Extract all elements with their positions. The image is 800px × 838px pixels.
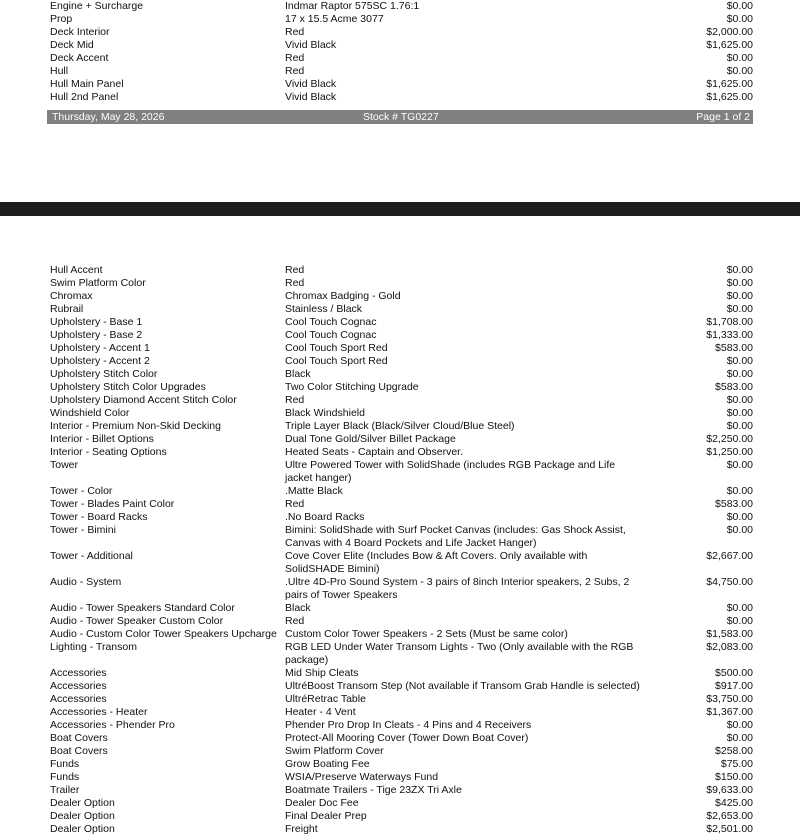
option-label: Boat Covers (50, 745, 108, 757)
option-label: Tower (50, 459, 79, 471)
option-label: Boat Covers (50, 732, 108, 744)
option-description: Red (285, 394, 305, 406)
option-description: Indmar Raptor 575SC 1.76:1 (285, 0, 420, 12)
option-row (50, 667, 753, 680)
option-price: $917.00 (715, 680, 753, 692)
option-description: Cool Touch Sport Red (285, 342, 388, 354)
option-description: Two Color Stitching Upgrade (285, 381, 419, 393)
option-price: $0.00 (726, 407, 753, 419)
option-price: $150.00 (715, 771, 753, 783)
option-price: $0.00 (726, 355, 753, 367)
option-label: Upholstery - Base 2 (50, 329, 143, 341)
option-row (50, 65, 753, 78)
option-price: $3,750.00 (706, 693, 753, 705)
option-price: $583.00 (715, 498, 753, 510)
option-description: RGB LED Under Water Transom Lights - Two (Only available with the RGB package) (285, 641, 634, 666)
option-label: Hull Accent (50, 264, 103, 276)
page-footer-bar (47, 110, 753, 124)
option-label: Funds (50, 758, 80, 770)
option-label: Trailer (50, 784, 80, 796)
option-label: Hull 2nd Panel (50, 91, 119, 103)
option-price: $583.00 (715, 381, 753, 393)
option-price: $2,667.00 (706, 550, 753, 562)
footer-page-number: Page 1 of 2 (696, 111, 750, 123)
option-label: Accessories - Phender Pro (50, 719, 175, 731)
option-row (50, 732, 753, 745)
option-description: UltréRetrac Table (285, 693, 366, 705)
option-description: .Matte Black (285, 485, 343, 497)
option-row (50, 706, 753, 719)
option-description: Black (285, 368, 311, 380)
option-description: Cove Cover Elite (Includes Bow & Aft Covers. Only available with SolidSHADE Bimini) (285, 550, 588, 575)
option-price: $1,367.00 (706, 706, 753, 718)
option-label: Engine + Surcharge (50, 0, 144, 12)
option-description: Boatmate Trailers - Tige 23ZX Tri Axle (285, 784, 462, 796)
option-description: Dual Tone Gold/Silver Billet Package (285, 433, 456, 445)
option-price: $1,625.00 (706, 78, 753, 90)
option-row (50, 316, 753, 329)
option-price: $0.00 (726, 524, 753, 536)
option-label: Tower - Board Racks (50, 511, 148, 523)
option-row (50, 602, 753, 615)
option-label: Chromax (50, 290, 93, 302)
option-label: Accessories (50, 693, 107, 705)
option-price: $0.00 (726, 420, 753, 432)
option-label: Interior - Premium Non-Skid Decking (50, 420, 221, 432)
option-description: Vivid Black (285, 91, 337, 103)
option-price: $0.00 (726, 13, 753, 25)
option-row (50, 719, 753, 732)
option-label: Hull (50, 65, 69, 77)
option-description: Cool Touch Cognac (285, 329, 377, 341)
option-label: Funds (50, 771, 80, 783)
option-price: $2,653.00 (706, 810, 753, 822)
option-price: $1,333.00 (706, 329, 753, 341)
option-description: Swim Platform Cover (285, 745, 384, 757)
option-description: Heater - 4 Vent (285, 706, 356, 718)
option-label: Audio - Tower Speaker Custom Color (50, 615, 224, 627)
option-price: $0.00 (726, 394, 753, 406)
option-description: 17 x 15.5 Acme 3077 (285, 13, 384, 25)
option-row (50, 758, 753, 771)
option-description: Ultre Powered Tower with SolidShade (includes RGB Package and Life jacket hanger) (285, 459, 616, 484)
option-price: $0.00 (726, 485, 753, 497)
option-label: Swim Platform Color (50, 277, 146, 289)
option-label: Tower - Bimini (50, 524, 116, 536)
option-label: Upholstery Stitch Color (50, 368, 158, 380)
page2-option-list (50, 264, 753, 836)
option-label: Dealer Option (50, 797, 115, 809)
option-label: Tower - Color (50, 485, 113, 497)
option-description: Phender Pro Drop In Cleats - 4 Pins and 4 Receivers (285, 719, 532, 731)
option-price: $0.00 (726, 277, 753, 289)
option-label: Interior - Seating Options (50, 446, 167, 458)
option-description: UltréBoost Transom Step (Not available if Transom Grab Handle is selected) (285, 680, 640, 692)
option-label: Upholstery Stitch Color Upgrades (50, 381, 206, 393)
option-row (50, 26, 753, 39)
option-label: Accessories (50, 667, 107, 679)
option-price: $0.00 (726, 719, 753, 731)
option-row (50, 342, 753, 355)
option-description: Red (285, 52, 305, 64)
option-label: Upholstery - Accent 1 (50, 342, 150, 354)
option-row (50, 277, 753, 290)
option-row (50, 39, 753, 52)
option-price: $2,083.00 (706, 641, 753, 653)
option-row (50, 368, 753, 381)
option-price: $258.00 (715, 745, 753, 757)
option-description: Red (285, 26, 305, 38)
option-row (50, 394, 753, 407)
option-row (50, 745, 753, 758)
option-row (50, 615, 753, 628)
option-row (50, 433, 753, 446)
option-description: Red (285, 65, 305, 77)
option-description: Custom Color Tower Speakers - 2 Sets (Must be same color) (285, 628, 568, 640)
option-price: $0.00 (726, 303, 753, 315)
option-price: $2,000.00 (706, 26, 753, 38)
option-description: .No Board Racks (285, 511, 365, 523)
option-price: $75.00 (720, 758, 753, 770)
option-description: Stainless / Black (285, 303, 363, 315)
option-label: Dealer Option (50, 810, 115, 822)
option-description: Grow Boating Fee (285, 758, 370, 770)
option-description: Black Windshield (285, 407, 365, 419)
option-label: Upholstery - Base 1 (50, 316, 143, 328)
option-price: $9,633.00 (706, 784, 753, 796)
option-description: Final Dealer Prep (285, 810, 367, 822)
option-price: $2,250.00 (706, 433, 753, 445)
option-label: Tower - Blades Paint Color (50, 498, 175, 510)
option-price: $1,625.00 (706, 39, 753, 51)
option-description: Mid Ship Cleats (285, 667, 359, 679)
option-label: Deck Mid (50, 39, 94, 51)
option-label: Prop (50, 13, 73, 25)
option-label: Upholstery - Accent 2 (50, 355, 150, 367)
option-label: Tower - Additional (50, 550, 133, 562)
option-price: $1,583.00 (706, 628, 753, 640)
option-label: Audio - Custom Color Tower Speakers Upcharge (50, 628, 277, 640)
option-price: $0.00 (726, 290, 753, 302)
option-description: Dealer Doc Fee (285, 797, 359, 809)
option-price: $1,625.00 (706, 91, 753, 103)
option-price: $0.00 (726, 459, 753, 471)
option-price: $500.00 (715, 667, 753, 679)
option-label: Rubrail (50, 303, 84, 315)
option-label: Dealer Option (50, 823, 115, 835)
footer-stock-number: Stock # TG0227 (363, 111, 439, 123)
option-price: $583.00 (715, 342, 753, 354)
option-row (50, 810, 753, 823)
option-row (50, 0, 753, 13)
option-row (50, 329, 753, 342)
option-price: $4,750.00 (706, 576, 753, 588)
option-description: Red (285, 264, 305, 276)
option-price: $0.00 (726, 0, 753, 12)
option-description: Chromax Badging - Gold (285, 290, 401, 302)
option-label: Lighting - Transom (50, 641, 137, 653)
option-description: .Ultre 4D-Pro Sound System - 3 pairs of 8inch Interior speakers, 2 Subs, 2 pairs of Tower Speakers (285, 576, 630, 601)
option-price: $2,501.00 (706, 823, 753, 835)
option-row (50, 823, 753, 836)
option-row (50, 264, 753, 277)
option-row (50, 13, 753, 26)
option-row (50, 420, 753, 433)
option-price: $0.00 (726, 511, 753, 523)
option-row (50, 641, 753, 667)
option-label: Audio - System (50, 576, 122, 588)
option-description: Heated Seats - Captain and Observer. (285, 446, 464, 458)
option-row (50, 771, 753, 784)
option-row (50, 628, 753, 641)
page-separator (0, 202, 800, 216)
option-price: $0.00 (726, 732, 753, 744)
option-row (50, 91, 753, 104)
option-description: WSIA/Preserve Waterways Fund (285, 771, 439, 783)
option-price: $0.00 (726, 615, 753, 627)
option-description: Triple Layer Black (Black/Silver Cloud/Blue Steel) (285, 420, 515, 432)
option-label: Accessories (50, 680, 107, 692)
option-row (50, 576, 753, 602)
option-description: Red (285, 277, 305, 289)
option-price: $1,250.00 (706, 446, 753, 458)
option-price: $0.00 (726, 602, 753, 614)
option-row (50, 524, 753, 550)
option-description: Vivid Black (285, 39, 337, 51)
option-description: Black (285, 602, 311, 614)
option-description: Protect-All Mooring Cover (Tower Down Boat Cover) (285, 732, 529, 744)
option-label: Deck Interior (50, 26, 110, 38)
option-description: Cool Touch Cognac (285, 316, 377, 328)
option-label: Upholstery Diamond Accent Stitch Color (50, 394, 237, 406)
option-row (50, 381, 753, 394)
option-description: Red (285, 498, 305, 510)
option-row (50, 511, 753, 524)
option-price: $0.00 (726, 264, 753, 276)
option-label: Audio - Tower Speakers Standard Color (50, 602, 235, 614)
option-row (50, 355, 753, 368)
option-price: $0.00 (726, 368, 753, 380)
option-price: $1,708.00 (706, 316, 753, 328)
option-row (50, 303, 753, 316)
option-price: $425.00 (715, 797, 753, 809)
option-row (50, 680, 753, 693)
option-label: Interior - Billet Options (50, 433, 154, 445)
option-row (50, 498, 753, 511)
page1-option-list (50, 0, 753, 104)
option-row (50, 52, 753, 65)
option-label: Accessories - Heater (50, 706, 148, 718)
option-row (50, 78, 753, 91)
option-description: Bimini: SolidShade with Surf Pocket Canvas (includes: Gas Shock Assist, Canvas with 4 Board Pockets and Life Jacket Hanger) (285, 524, 626, 549)
option-price: $0.00 (726, 52, 753, 64)
option-row (50, 407, 753, 420)
option-price: $0.00 (726, 65, 753, 77)
option-description: Red (285, 615, 305, 627)
option-label: Windshield Color (50, 407, 130, 419)
option-description: Freight (285, 823, 318, 835)
option-label: Deck Accent (50, 52, 109, 64)
option-label: Hull Main Panel (50, 78, 124, 90)
option-description: Vivid Black (285, 78, 337, 90)
footer-date: Thursday, May 28, 2026 (52, 111, 165, 123)
option-row (50, 784, 753, 797)
option-row (50, 485, 753, 498)
option-description: Cool Touch Sport Red (285, 355, 388, 367)
option-row (50, 797, 753, 810)
option-row (50, 550, 753, 576)
option-row (50, 446, 753, 459)
option-row (50, 290, 753, 303)
option-row (50, 459, 753, 485)
option-row (50, 693, 753, 706)
